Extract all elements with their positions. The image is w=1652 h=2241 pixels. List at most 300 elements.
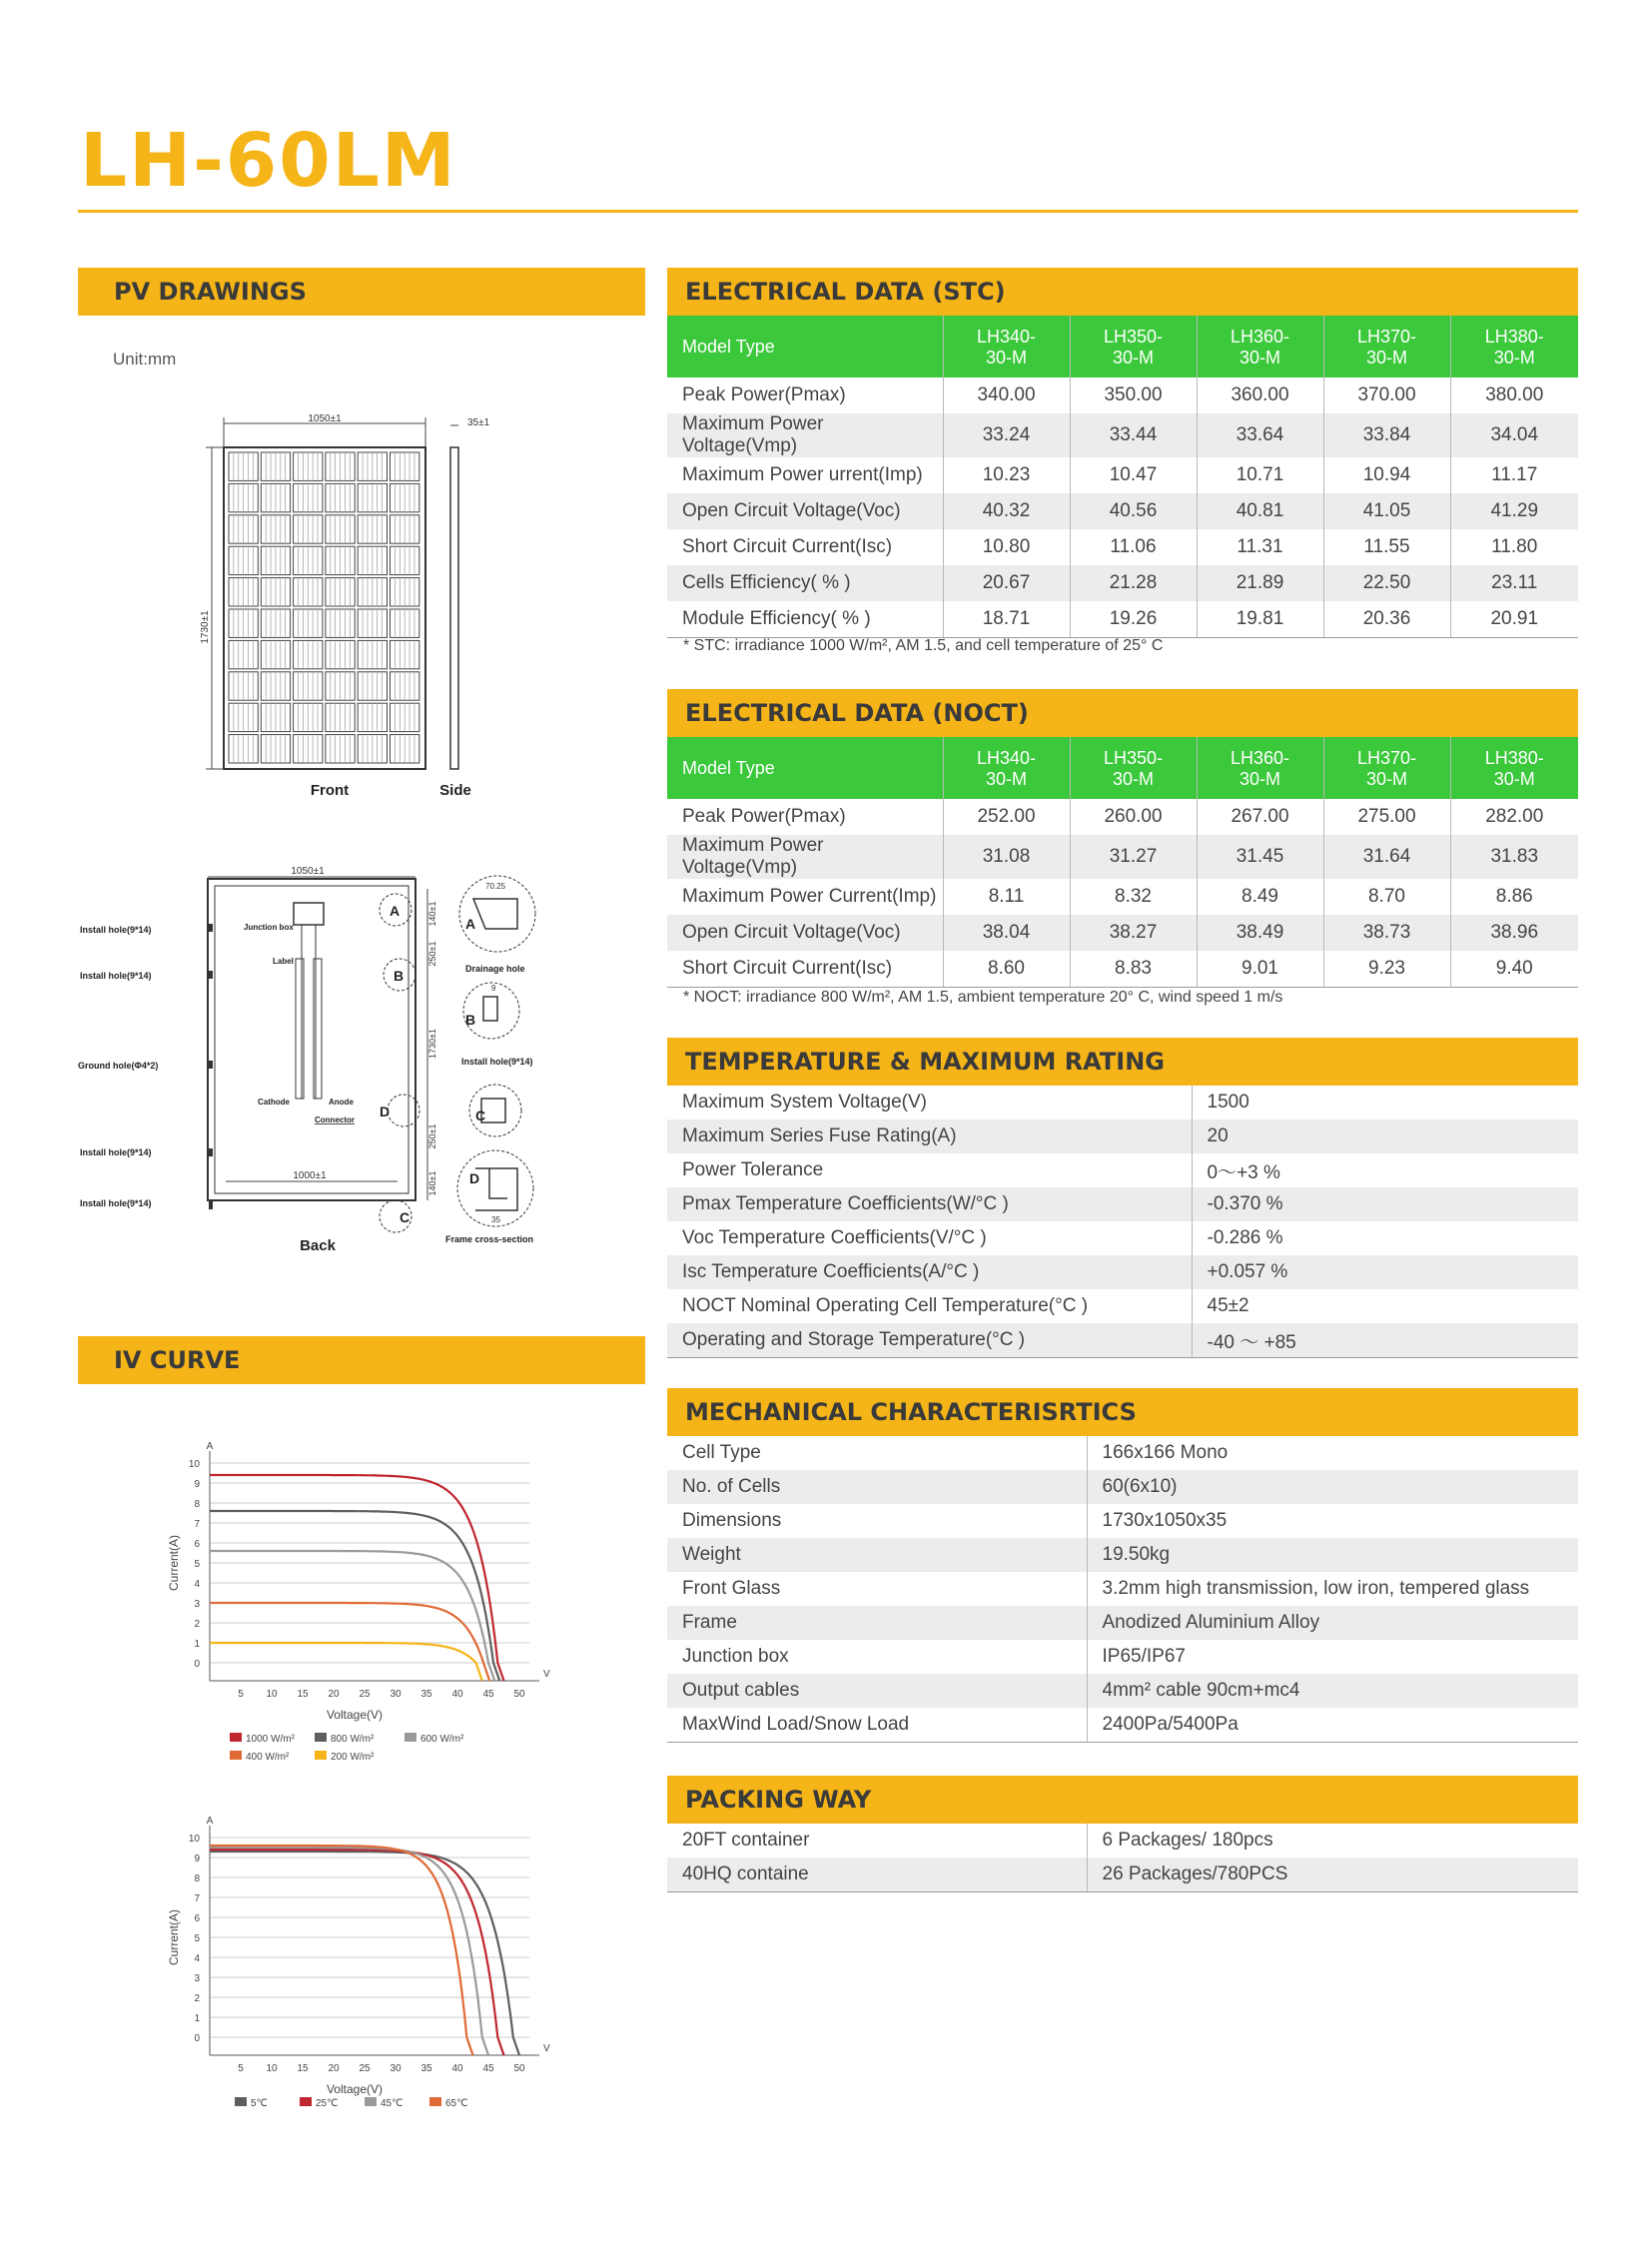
cathode-label: Cathode <box>258 1098 290 1107</box>
noct-header-row <box>667 737 1578 799</box>
detail-b-mark: B <box>465 1012 476 1028</box>
row-label: Output cables <box>667 1674 1087 1708</box>
table-row <box>667 1323 1578 1358</box>
y-tick-label: 9 <box>194 1854 200 1865</box>
table-row <box>667 799 1578 835</box>
row-value: 20 <box>1192 1120 1578 1153</box>
table-cell: 8.49 <box>1197 879 1323 915</box>
row-label: Open Circuit Voltage(Voc) <box>667 915 943 951</box>
table-row <box>667 1504 1578 1538</box>
table-row <box>667 1086 1578 1120</box>
model-name-line-2: 30-M <box>1365 769 1407 789</box>
y-axis-label: Current(A) <box>167 1908 181 1966</box>
pv-drawing <box>78 399 645 1278</box>
row-label: Maximum Power Current(Imp) <box>667 879 943 915</box>
y-tick-label: 7 <box>194 1893 200 1904</box>
table-cell: 10.23 <box>943 457 1070 493</box>
back-label: Back <box>300 1237 336 1254</box>
back-width-dim: 1050±1 <box>291 866 325 877</box>
model-name-line-1: LH370- <box>1356 327 1417 347</box>
row-label: 20FT container <box>667 1824 1087 1858</box>
model-name-line-1: LH340- <box>976 327 1037 347</box>
table-cell: 40.81 <box>1197 493 1323 529</box>
iv-series-line <box>210 1511 499 1681</box>
table-row <box>667 1674 1578 1708</box>
table-row <box>667 413 1578 457</box>
x-tick-label: 50 <box>513 2063 525 2074</box>
table-row <box>667 565 1578 601</box>
table-cell: 41.05 <box>1323 493 1450 529</box>
detail-d-dim: 35 <box>491 1215 500 1224</box>
legend-label: 1000 W/m² <box>246 1734 295 1745</box>
table-cell: 350.00 <box>1070 377 1197 413</box>
ground-hole-label: Ground hole(Φ4*2) <box>78 1061 159 1071</box>
frame-section-label: Frame cross-section <box>445 1234 534 1244</box>
front-label: Front <box>310 782 350 799</box>
table-row <box>667 1153 1578 1187</box>
page-title: LH-60LM <box>80 118 457 204</box>
table-row <box>667 879 1578 915</box>
row-value: -0.370 % <box>1192 1187 1578 1221</box>
table-cell: 360.00 <box>1197 377 1323 413</box>
row-value: -0.286 % <box>1207 1227 1283 1248</box>
table-cell: 38.04 <box>943 915 1070 951</box>
row-label: Pmax Temperature Coefficients(W/°C ) <box>667 1187 1192 1221</box>
table-cell: 380.00 <box>1485 384 1544 405</box>
table-cell: 31.64 <box>1323 835 1450 879</box>
stc-header-row <box>667 316 1578 377</box>
y-tick-label: 5 <box>194 1559 200 1570</box>
x-tick-label: 45 <box>482 2063 494 2074</box>
row-label: Cell Type <box>667 1436 1087 1470</box>
table-cell: 10.80 <box>943 529 1070 565</box>
row-value: 1500 <box>1207 1092 1249 1113</box>
row-label: Junction box <box>667 1640 1087 1674</box>
mark-b: B <box>394 968 405 984</box>
table-cell: 9.01 <box>1197 951 1323 988</box>
table-cell: 20.67 <box>943 565 1070 601</box>
anode-label: Anode <box>329 1098 354 1107</box>
legend-swatch <box>315 1751 327 1760</box>
back-height-dim: 1730±1 <box>427 1029 437 1059</box>
legend-swatch <box>429 2097 441 2106</box>
packing-heading: PACKING WAY <box>667 1776 1578 1824</box>
y-tick-label: 2 <box>194 1993 200 2004</box>
dim-140-top: 140±1 <box>427 901 437 927</box>
model-name-line-1: LH350- <box>1103 327 1164 347</box>
x-tick-label: 30 <box>390 2063 402 2074</box>
iv-series-line <box>210 1643 482 1681</box>
table-cell: 8.83 <box>1070 951 1197 988</box>
model-name-line-1: LH370- <box>1356 748 1417 768</box>
table-row <box>667 529 1578 565</box>
row-label: Peak Power(Pmax) <box>667 377 943 413</box>
table-cell: 31.45 <box>1197 835 1323 879</box>
dim-250-top: 250±1 <box>427 941 437 967</box>
row-value: 19.50kg <box>1087 1538 1578 1572</box>
table-cell: 370.00 <box>1323 377 1450 413</box>
table-cell: 40.32 <box>943 493 1070 529</box>
stc-table <box>667 316 1578 638</box>
model-header-4 <box>1323 316 1450 377</box>
y-unit: A <box>206 1441 214 1452</box>
y-unit: A <box>206 1816 214 1827</box>
y-tick-label: 4 <box>194 1953 200 1964</box>
mechanical-table <box>667 1436 1578 1743</box>
row-value: +0.057 % <box>1192 1255 1578 1289</box>
table-cell: 11.31 <box>1197 529 1323 565</box>
model-name-line-2: 30-M <box>1239 348 1280 368</box>
table-cell: 8.11 <box>943 879 1070 915</box>
row-value: -40 ～ +85 <box>1192 1323 1578 1358</box>
detail-views <box>445 876 535 1244</box>
table-cell: 11.17 <box>1491 464 1538 485</box>
table-row <box>667 457 1578 493</box>
row-value: 6 Packages/ 180pcs <box>1102 1830 1273 1851</box>
table-cell: 21.28 <box>1070 565 1197 601</box>
x-axis-label: Voltage(V) <box>326 2082 384 2096</box>
mark-d: D <box>380 1104 391 1120</box>
temperature-heading: TEMPERATURE & MAXIMUM RATING <box>667 1038 1578 1086</box>
legend-swatch <box>230 1751 242 1760</box>
model-name-line-2: 30-M <box>985 769 1027 789</box>
table-cell: 260.00 <box>1070 799 1197 835</box>
install-hole-label-4: Install hole(9*14) <box>80 1198 152 1208</box>
model-type-header: Model Type <box>667 316 943 377</box>
table-row <box>667 1255 1578 1289</box>
model-name-line-1: LH340- <box>976 748 1037 768</box>
table-cell: 282.00 <box>1485 806 1544 827</box>
table-row <box>667 835 1578 879</box>
row-value: 45±2 <box>1207 1295 1249 1316</box>
table-row <box>667 1187 1578 1221</box>
model-header-2 <box>1070 316 1197 377</box>
y-tick-label: 7 <box>194 1519 200 1530</box>
table-cell: 9.23 <box>1323 951 1450 988</box>
x-tick-label: 15 <box>297 2063 309 2074</box>
row-value: 2400Pa/5400Pa <box>1087 1708 1578 1743</box>
noct-heading: ELECTRICAL DATA (NOCT) <box>667 689 1578 737</box>
table-cell: 10.94 <box>1323 457 1450 493</box>
table-cell: 267.00 <box>1197 799 1323 835</box>
x-unit: V <box>543 1669 550 1680</box>
mark-a: A <box>390 903 401 919</box>
table-cell: 20.36 <box>1323 601 1450 638</box>
table-cell: 252.00 <box>943 799 1070 835</box>
table-cell: 19.81 <box>1197 601 1323 638</box>
table-row <box>667 1221 1578 1255</box>
x-tick-label: 5 <box>238 1689 244 1700</box>
table-row <box>667 1289 1578 1323</box>
table-cell: 38.96 <box>1450 915 1578 951</box>
legend-swatch <box>300 2097 312 2106</box>
iv-series-line <box>210 1852 519 2055</box>
row-label: Maximum Power Voltage(Vmp) <box>667 413 943 457</box>
table-row <box>667 915 1578 951</box>
row-label: Weight <box>667 1538 1087 1572</box>
drainage-hole-label: Drainage hole <box>465 964 525 974</box>
table-cell: 11.80 <box>1491 536 1538 557</box>
y-tick-label: 8 <box>194 1499 200 1510</box>
table-row <box>667 1708 1578 1743</box>
y-tick-label: 0 <box>194 2033 200 2044</box>
table-cell: 11.55 <box>1323 529 1450 565</box>
pv-drawings-heading: PV DRAWINGS <box>78 268 645 316</box>
x-tick-label: 15 <box>297 1689 309 1700</box>
table-row <box>667 1858 1578 1892</box>
table-row <box>667 1640 1578 1674</box>
y-tick-label: 1 <box>194 1639 200 1650</box>
model-name-line-1: LH380- <box>1484 327 1544 347</box>
front-width-dim: 1050±1 <box>308 413 342 424</box>
x-tick-label: 35 <box>420 2063 432 2074</box>
iv-curve-heading: IV CURVE <box>78 1336 645 1384</box>
dim-140-bot: 140±1 <box>427 1170 437 1196</box>
table-row <box>667 1436 1578 1470</box>
legend-label: 800 W/m² <box>331 1734 375 1745</box>
row-label: Maximum Power Voltage(Vmp) <box>667 835 943 879</box>
table-cell: 275.00 <box>1323 799 1450 835</box>
row-value: 4mm² cable 90cm+mc4 <box>1087 1674 1578 1708</box>
table-cell: 33.84 <box>1323 413 1450 457</box>
table-cell: 9.40 <box>1450 951 1578 988</box>
row-label: Maximum System Voltage(V) <box>667 1086 1192 1120</box>
table-cell: 8.60 <box>943 951 1070 988</box>
front-height-dim: 1730±1 <box>200 610 211 644</box>
connector-label: Connector <box>315 1116 355 1124</box>
row-label: Frame <box>667 1606 1087 1640</box>
table-row <box>667 1824 1578 1858</box>
table-cell: 23.11 <box>1450 565 1578 601</box>
table-cell: 19.26 <box>1070 601 1197 638</box>
row-value: 0～+3 % <box>1207 1161 1280 1183</box>
table-cell: 21.89 <box>1197 565 1323 601</box>
detail-d-mark: D <box>469 1170 480 1186</box>
x-tick-label: 20 <box>328 2063 340 2074</box>
table-cell: 31.08 <box>943 835 1070 879</box>
table-row <box>667 377 1578 413</box>
label-text: Label <box>273 957 294 966</box>
model-header-2 <box>1070 737 1197 799</box>
row-value: 26 Packages/780PCS <box>1087 1858 1578 1892</box>
row-label: Cells Efficiency( % ) <box>667 565 943 601</box>
y-tick-label: 6 <box>194 1913 200 1924</box>
stc-note: * STC: irradiance 1000 W/m², AM 1.5, and cell temperature of 25° C <box>683 637 1164 654</box>
inner-width-dim: 1000±1 <box>293 1170 327 1181</box>
x-unit: V <box>543 2043 550 2054</box>
y-tick-label: 6 <box>194 1539 200 1550</box>
x-tick-label: 40 <box>451 1689 463 1700</box>
iv-chart-irradiance <box>160 1438 579 1778</box>
model-name-line-2: 30-M <box>1493 769 1535 789</box>
row-label: Front Glass <box>667 1572 1087 1606</box>
model-name-line-2: 30-M <box>1365 348 1407 368</box>
legend-label: 200 W/m² <box>331 1752 375 1763</box>
legend-swatch <box>315 1733 327 1742</box>
table-row <box>667 1572 1578 1606</box>
model-header-3 <box>1197 316 1323 377</box>
legend-label: 25℃ <box>316 2098 339 2109</box>
table-cell: 33.24 <box>943 413 1070 457</box>
table-cell: 31.83 <box>1450 835 1578 879</box>
row-value: Anodized Aluminium Alloy <box>1087 1606 1578 1640</box>
model-header-1 <box>943 737 1070 799</box>
model-header-1 <box>943 316 1070 377</box>
table-row <box>667 1538 1578 1572</box>
model-name-line-1: LH380- <box>1484 748 1544 768</box>
row-value: IP65/IP67 <box>1102 1646 1186 1667</box>
mechanical-heading: MECHANICAL CHARACTERISRTICS <box>667 1388 1578 1436</box>
side-view <box>439 417 489 799</box>
row-label: NOCT Nominal Operating Cell Temperature(°C ) <box>667 1289 1192 1323</box>
x-tick-label: 10 <box>266 2063 278 2074</box>
legend-label: 45℃ <box>381 2098 404 2109</box>
table-cell: 38.73 <box>1323 915 1450 951</box>
model-name-line-2: 30-M <box>1239 769 1280 789</box>
x-tick-label: 25 <box>359 1689 371 1700</box>
junction-box-label: Junction box <box>244 923 294 932</box>
row-value: 1730x1050x35 <box>1102 1510 1228 1531</box>
y-tick-label: 0 <box>194 1659 200 1670</box>
iv-series-line <box>210 1551 494 1681</box>
y-tick-label: 10 <box>188 1834 200 1845</box>
iv-series-line <box>210 1848 488 2055</box>
table-cell: 8.70 <box>1323 879 1450 915</box>
detail-a-dim: 70.25 <box>485 882 506 891</box>
noct-table <box>667 737 1578 988</box>
side-label: Side <box>439 782 471 799</box>
table-cell: 38.27 <box>1070 915 1197 951</box>
legend-label: 5℃ <box>251 2098 268 2109</box>
row-label: Open Circuit Voltage(Voc) <box>667 493 943 529</box>
row-label: Maximum Power urrent(Imp) <box>667 457 943 493</box>
model-header-5 <box>1450 316 1578 377</box>
iv-series-line <box>210 1850 504 2055</box>
row-label: Operating and Storage Temperature(°C ) <box>667 1323 1192 1358</box>
x-tick-label: 50 <box>513 1689 525 1700</box>
table-row <box>667 493 1578 529</box>
legend-label: 600 W/m² <box>420 1734 464 1745</box>
table-cell: 33.44 <box>1070 413 1197 457</box>
y-tick-label: 10 <box>188 1459 200 1470</box>
detail-a-mark: A <box>465 916 476 932</box>
row-label: Voc Temperature Coefficients(V/°C ) <box>667 1221 1192 1255</box>
row-label: Short Circuit Current(Isc) <box>667 529 943 565</box>
iv-series-line <box>210 1846 473 2055</box>
table-row <box>667 601 1578 638</box>
table-row <box>667 1606 1578 1640</box>
model-name-line-1: LH360- <box>1230 327 1290 347</box>
table-cell: 10.71 <box>1197 457 1323 493</box>
y-tick-label: 1 <box>194 2013 200 2024</box>
table-cell: 8.86 <box>1495 886 1533 907</box>
back-view <box>78 866 437 1254</box>
table-cell: 34.04 <box>1450 413 1578 457</box>
row-label: Short Circuit Current(Isc) <box>667 951 943 988</box>
y-tick-label: 2 <box>194 1619 200 1630</box>
y-tick-label: 8 <box>194 1873 200 1884</box>
legend-swatch <box>405 1733 416 1742</box>
table-cell: 8.32 <box>1070 879 1197 915</box>
table-cell: 31.27 <box>1070 835 1197 879</box>
table-cell: 18.71 <box>943 601 1070 638</box>
table-cell: 22.50 <box>1323 565 1450 601</box>
row-value: 166x166 Mono <box>1102 1442 1229 1463</box>
y-tick-label: 5 <box>194 1933 200 1944</box>
model-header-5 <box>1450 737 1578 799</box>
mark-c: C <box>400 1209 411 1225</box>
temperature-table <box>667 1086 1578 1358</box>
dim-250-bot: 250±1 <box>427 1123 437 1149</box>
title-divider <box>78 210 1578 213</box>
legend-swatch <box>365 2097 377 2106</box>
x-tick-label: 10 <box>266 1689 278 1700</box>
model-name-line-1: LH360- <box>1230 748 1290 768</box>
model-header-3 <box>1197 737 1323 799</box>
install-hole-label-2: Install hole(9*14) <box>80 971 152 981</box>
table-row <box>667 1470 1578 1504</box>
x-tick-label: 20 <box>328 1689 340 1700</box>
row-label: 40HQ containe <box>667 1858 1087 1892</box>
row-label: No. of Cells <box>667 1470 1087 1504</box>
table-cell: 11.06 <box>1070 529 1197 565</box>
x-tick-label: 5 <box>238 2063 244 2074</box>
stc-heading: ELECTRICAL DATA (STC) <box>667 268 1578 316</box>
row-label: Module Efficiency( % ) <box>667 601 943 638</box>
y-tick-label: 9 <box>194 1479 200 1490</box>
table-cell: 38.49 <box>1197 915 1323 951</box>
table-row <box>667 951 1578 988</box>
install-hole-label-3: Install hole(9*14) <box>80 1147 152 1157</box>
x-tick-label: 30 <box>390 1689 402 1700</box>
legend-swatch <box>230 1733 242 1742</box>
detail-c-mark: C <box>475 1108 486 1123</box>
front-view <box>200 413 425 799</box>
legend-label: 400 W/m² <box>246 1752 290 1763</box>
row-label: Power Tolerance <box>667 1153 1192 1187</box>
x-tick-label: 25 <box>359 2063 371 2074</box>
table-cell: 41.29 <box>1450 493 1578 529</box>
row-label: Maximum Series Fuse Rating(A) <box>667 1120 1192 1153</box>
row-label: Peak Power(Pmax) <box>667 799 943 835</box>
row-value: 60(6x10) <box>1087 1470 1578 1504</box>
table-row <box>667 1120 1578 1153</box>
x-tick-label: 35 <box>420 1689 432 1700</box>
x-tick-label: 45 <box>482 1689 494 1700</box>
model-name-line-2: 30-M <box>1493 348 1535 368</box>
noct-note: * NOCT: irradiance 800 W/m², AM 1.5, ambient temperature 20° C, wind speed 1 m/s <box>683 989 1283 1006</box>
row-label: MaxWind Load/Snow Load <box>667 1708 1087 1743</box>
model-name-line-2: 30-M <box>985 348 1027 368</box>
iv-chart-temperature <box>160 1813 579 2132</box>
install-hole-label-1: Install hole(9*14) <box>80 925 152 935</box>
y-tick-label: 3 <box>194 1973 200 1984</box>
table-cell: 40.56 <box>1070 493 1197 529</box>
model-name-line-1: LH350- <box>1103 748 1164 768</box>
row-label: Dimensions <box>667 1504 1087 1538</box>
model-type-header: Model Type <box>667 737 943 799</box>
model-name-line-2: 30-M <box>1112 769 1154 789</box>
x-axis-label: Voltage(V) <box>326 1708 384 1722</box>
y-tick-label: 3 <box>194 1599 200 1610</box>
table-cell: 10.47 <box>1070 457 1197 493</box>
legend-swatch <box>235 2097 247 2106</box>
table-cell: 340.00 <box>943 377 1070 413</box>
install-hole-detail-label: Install hole(9*14) <box>461 1057 533 1067</box>
y-axis-label: Current(A) <box>167 1534 181 1592</box>
x-tick-label: 40 <box>451 2063 463 2074</box>
packing-table <box>667 1824 1578 1892</box>
